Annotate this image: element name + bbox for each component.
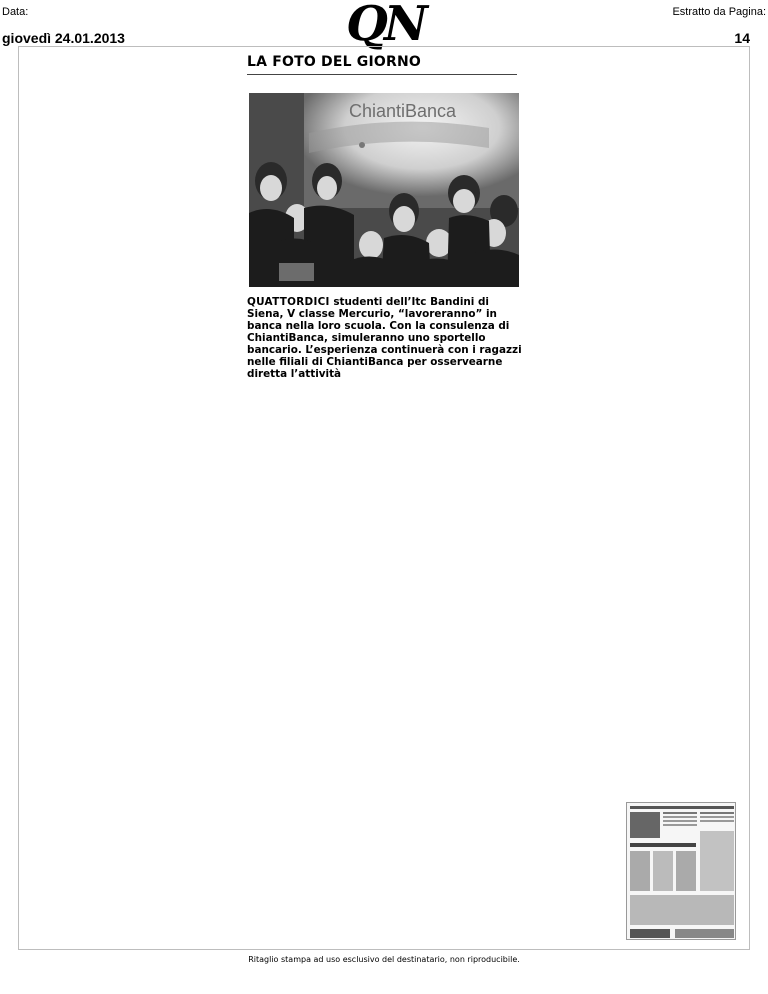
date-label: Data: — [2, 6, 29, 18]
title-divider — [247, 74, 517, 75]
page-label: Estratto da Pagina: — [672, 6, 766, 18]
photo-caption — [247, 296, 522, 380]
banner-text: ChiantiBanca — [349, 101, 457, 121]
page-number: 14 — [734, 30, 750, 46]
newspaper-logo: QN — [346, 0, 424, 52]
section-title: LA FOTO DEL GIORNO — [247, 54, 421, 70]
caption-body: studenti dell’Itc Bandini di Siena, V classe Mercurio, “lavoreranno” in banca nella loro scuola. Con la consulenza di ChiantiBanca, simuleranno uno sportello bancario. L’esperienza continuerà con i ragazzi nelle filiali di ChiantiBanca per osservearne diretta l’attività — [247, 296, 522, 380]
date-value: giovedì 24.01.2013 — [2, 30, 125, 46]
footer-disclaimer: Ritaglio stampa ad uso esclusivo del destinatario, non riproducibile. — [248, 955, 520, 964]
article-photo — [249, 93, 519, 287]
caption-lead: QUATTORDICI — [247, 296, 330, 308]
page-thumbnail — [626, 802, 736, 940]
